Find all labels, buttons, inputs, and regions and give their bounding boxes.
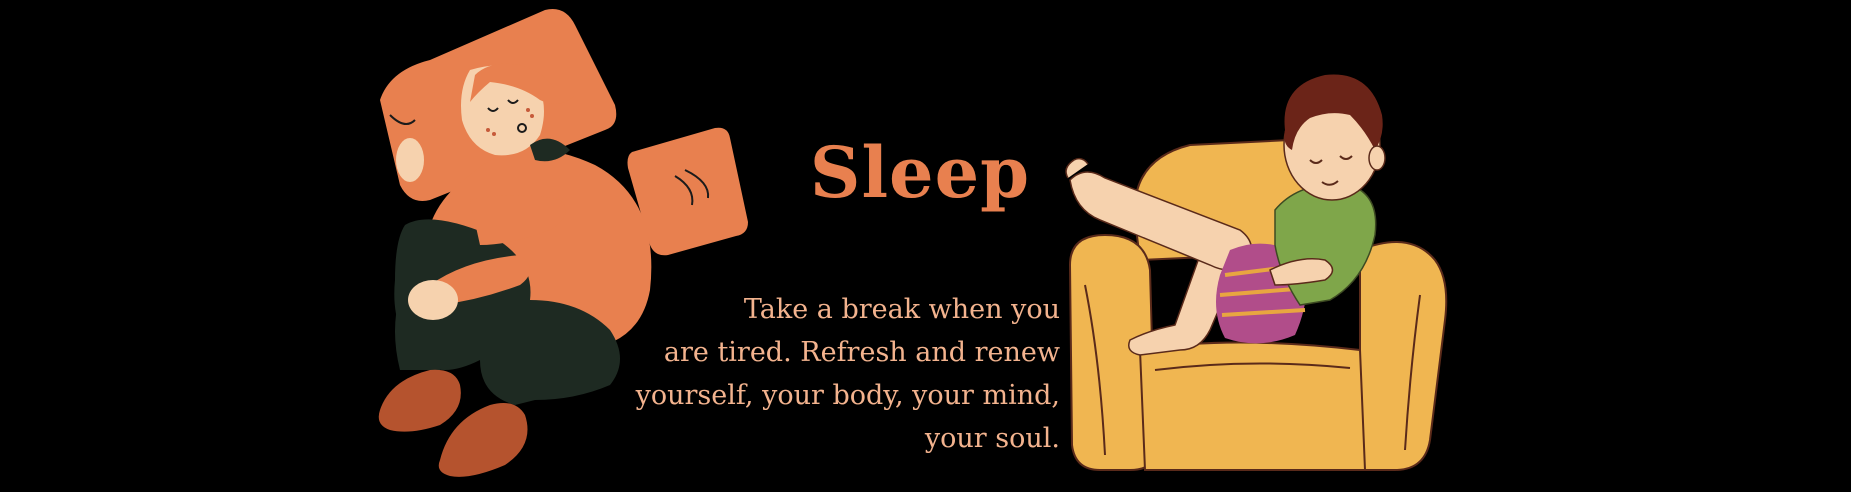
description-line: your soul. [924, 423, 1060, 454]
page-title: Sleep [809, 131, 1031, 214]
napping-boy-illustration [1060, 60, 1500, 480]
description-text [560, 288, 1060, 460]
shoe-icon [379, 370, 461, 432]
description-line: Take a break when you [743, 294, 1060, 325]
boy-head [1284, 75, 1385, 201]
description-line: yourself, your body, your mind, [635, 380, 1060, 411]
hand-icon [408, 280, 458, 320]
description-line: are tired. Refresh and renew [663, 337, 1060, 368]
hand-icon [396, 138, 424, 182]
